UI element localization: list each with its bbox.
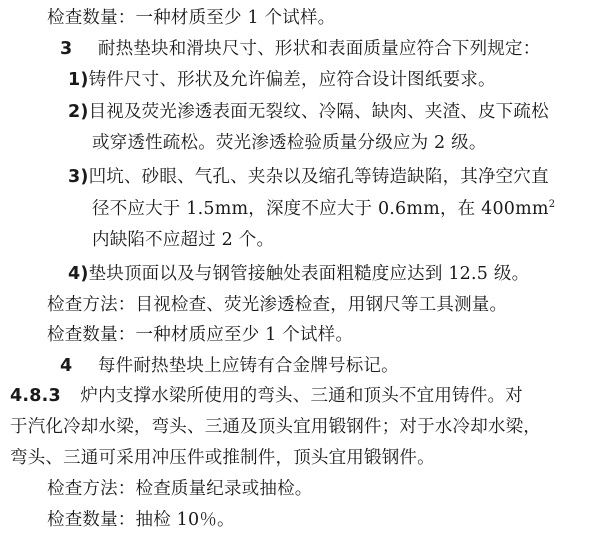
item-4 bbox=[60, 354, 399, 378]
sub-item-3-line-b bbox=[92, 197, 555, 221]
section-text: 炉内支撑水梁所使用的弯头、三通和顶头不宜用铸件。对 bbox=[80, 386, 523, 406]
sub-item-text: 径不应大于 1.5mm，深度不应大于 0.6mm，在 400mm bbox=[92, 199, 549, 219]
section-text: 于汽化冷却水梁，弯头、三通及顶头宜用锻钢件；对于水冷却水梁， bbox=[10, 417, 541, 437]
sub-item-3-line-c bbox=[92, 228, 274, 252]
item-text: 每件耐热垫块上应铸有合金牌号标记。 bbox=[97, 356, 399, 376]
text: 检查数量：抽检 10％。 bbox=[47, 510, 235, 530]
superscript: 2 bbox=[548, 199, 556, 211]
sub-item-3-line-a bbox=[68, 165, 549, 189]
item-text: 耐热垫块和滑块尺寸、形状和表面质量应符合下列规定： bbox=[97, 39, 541, 59]
inspection-quantity-line-3 bbox=[47, 508, 235, 532]
sub-item-text: 铸件尺寸、形状及允许偏差，应符合设计图纸要求。 bbox=[88, 70, 496, 90]
sub-item-1 bbox=[68, 68, 496, 92]
item-3-heading bbox=[60, 37, 540, 61]
text: 检查方法：检查质量纪录或抽检。 bbox=[47, 479, 313, 499]
inspection-method-line bbox=[47, 293, 507, 317]
section-4-8-3-line-c bbox=[10, 446, 435, 470]
text: 检查方法：目视检查、荧光渗透检查，用钢尺等工具测量。 bbox=[47, 295, 508, 315]
section-number: 4.8.3 bbox=[10, 386, 61, 406]
sub-item-text: 或穿透性疏松。荧光渗透检验质量分级应为 2 级。 bbox=[92, 133, 487, 153]
sub-item-2-line-a bbox=[68, 100, 549, 124]
sub-item-2-line-b bbox=[92, 131, 487, 155]
sub-item-text: 内缺陷不应超过 2 个。 bbox=[92, 230, 275, 250]
sub-item-text: 垫块顶面以及与钢管接触处表面粗糙度应达到 12.5 级。 bbox=[88, 264, 530, 284]
sub-item-text: 凹坑、砂眼、气孔、夹杂以及缩孔等铸造缺陷，其净空穴直 bbox=[88, 167, 549, 187]
sub-item-number: 2) bbox=[68, 102, 89, 122]
sub-item-number: 3) bbox=[68, 167, 89, 187]
section-4-8-3-line-b bbox=[10, 415, 541, 439]
inspection-method-line-2 bbox=[47, 477, 313, 501]
text: 检查数量：一种材质应至少 1 个试样。 bbox=[47, 325, 354, 345]
section-text: 弯头、三通可采用冲压件或推制件，顶头宜用锻钢件。 bbox=[10, 448, 435, 468]
section-4-8-3-line-a bbox=[10, 384, 523, 408]
sub-item-4 bbox=[68, 262, 529, 286]
inspection-quantity-line bbox=[47, 6, 335, 30]
sub-item-text: 目视及荧光渗透表面无裂纹、冷隔、缺肉、夹渣、皮下疏松 bbox=[88, 102, 549, 122]
text: 检查数量：一种材质至少 1 个试样。 bbox=[47, 8, 336, 28]
item-number: 4 bbox=[60, 356, 73, 376]
inspection-quantity-line-2 bbox=[47, 323, 353, 347]
item-number: 3 bbox=[60, 39, 73, 59]
sub-item-number: 4) bbox=[68, 264, 89, 284]
sub-item-number: 1) bbox=[68, 70, 89, 90]
